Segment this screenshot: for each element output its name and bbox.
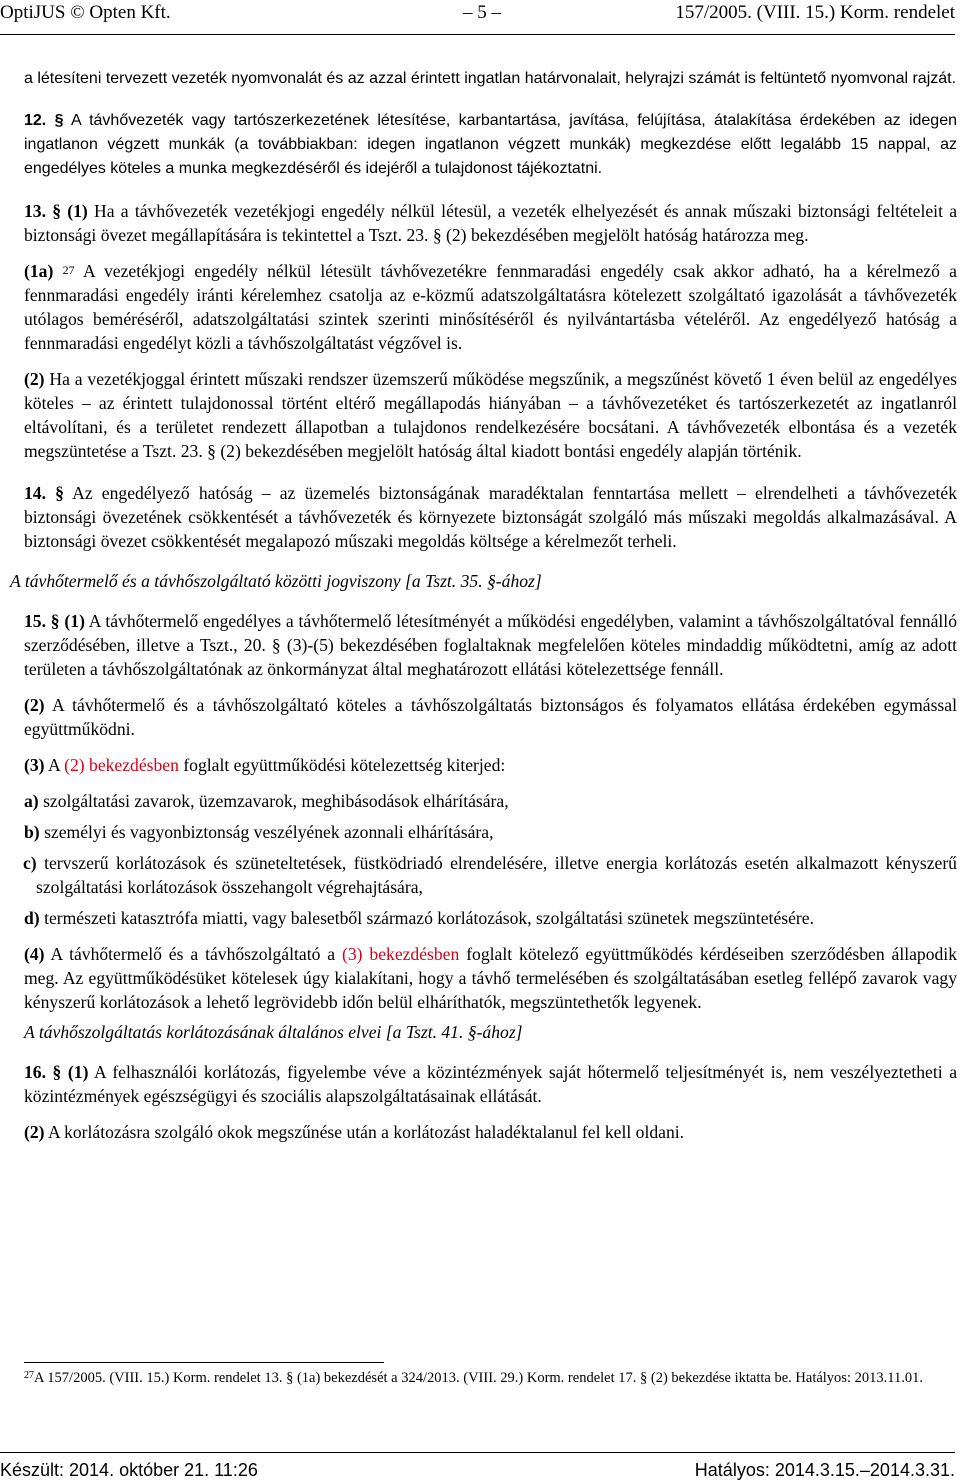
paragraph-text: A <box>47 755 60 775</box>
page-number: – 5 – <box>463 2 501 23</box>
paragraph-text: Ha a távhővezeték vezetékjogi engedély nélkül létesül, a vezeték elhelyezését és annak műszaki biztonsági feltételeit a biztonsági övezet megállapítására is tekintettel a Tszt. 23. § (2) bekezdésében megjelölt hatóság határozza meg. <box>24 201 958 245</box>
section-15-para-3 <box>0 753 957 777</box>
list-item-text: természeti katasztrófa miatti, vagy balesetből származó korlátozások, szolgáltatási szünetek megszüntetésére. <box>44 908 814 928</box>
subheading-producer-provider: A távhőtermelő és a távhőszolgáltató közötti jogviszony [a Tszt. 35. §-ához] <box>10 571 542 591</box>
footnote-text: A 157/2005. (VIII. 15.) Korm. rendelet 13. § (1a) bekezdését a 324/2013. (VIII. 29.) Korm. rendelet 17. § (2) bekezdése iktatta be. Hatályos: 2013.11.01. <box>34 1370 923 1386</box>
section-12 <box>0 109 957 181</box>
section-15-para-2 <box>0 693 957 741</box>
section-text: Az engedélyező hatóság – az üzemelés biztonságának maradéktalan fenntartása mellett – elrendelheti a távhővezeték biztonsági övezetének csökkentését a távhővezeték és környezete biztonságát szolgáló más műszaki megoldás alkalmazásával. A biztonsági övezet csökkentését megalapozó műszaki megoldás költsége a kérelmezőt terheli. <box>24 483 958 551</box>
section-number: 14. § <box>24 483 64 503</box>
section-15-para-1 <box>0 609 957 681</box>
footnote-27 <box>0 1368 957 1389</box>
list-item-text: tervszerű korlátozások és szüneteltetések, füstködriadó elrendelésére, illetve energia korlátozás esetén alkalmazott kényszerű szolgáltatási korlátozások összehangolt végrehajtására, <box>36 853 957 897</box>
list-item-b <box>0 820 957 844</box>
list-item-label: b) <box>24 822 40 842</box>
list-item-d <box>0 906 957 930</box>
paragraph-text: Ha a vezetékjoggal érintett műszaki rendszer üzemszerű működése megszűnik, a megszűnést követő 1 éven belül az engedélyes köteles – az érintett tulajdonossal történt eltérő megállapodás hiányában – a távhővezetéket és tartószerkezetét az ingatlanról eltávolítani, és a területet rendezett állapotban a tulajdonos rendelkezésére bocsátani. A távhővezeték elbontása és a vezeték megszüntetése a Tszt. 23. § (2) bekezdésében megjelölt hatóság által kiadott bontási engedély alapján történik. <box>24 369 957 461</box>
page-header <box>0 2 955 26</box>
section-text: A távhővezeték vagy tartószerkezetének létesítése, karbantartása, javítása, felújítása, átalakítása érdekében az idegen ingatlanon végzett munkák (a továbbiakban: idegen ingatlanon végzett munkák) megkezdése előtt legalább 15 nappal, az engedélyes köteles a munka megkezdéséről és idejéről a tulajdonost tájékoztatni. <box>24 112 958 177</box>
paragraph-text: A távhőtermelő és a távhőszolgáltató a <box>50 944 336 964</box>
section-number: 16. § <box>24 1062 62 1082</box>
footer-divider <box>0 1452 955 1453</box>
publisher-label: OptiJUS © Opten Kft. <box>0 2 171 23</box>
paragraph-text: A távhőtermelő és a távhőszolgáltató köteles a távhőszolgáltatás biztonságos és folyamatos ellátása érdekében egymással együttműködni. <box>24 695 957 739</box>
section-14 <box>0 481 957 553</box>
footnote-reference[interactable]: 27 <box>62 263 75 277</box>
section-15-para-4 <box>0 942 957 1014</box>
list-item-label: d) <box>24 908 40 928</box>
cross-reference-link[interactable]: (2) bekezdésben <box>64 755 179 775</box>
paragraph-label: (1) <box>67 201 88 221</box>
section-13-para-2 <box>0 367 957 463</box>
section-16-para-2 <box>0 1120 957 1144</box>
section-16-para-1 <box>0 1060 957 1108</box>
list-item-a <box>0 789 957 813</box>
created-timestamp: Készült: 2014. október 21. 11:26 <box>0 1460 258 1480</box>
paragraph-label: (2) <box>24 695 45 715</box>
paragraph-text: foglalt együttműködési kötelezettség kiterjed: <box>183 755 506 775</box>
list-item-text: szolgáltatási zavarok, üzemzavarok, meghibásodások elhárítására, <box>43 791 509 811</box>
section-13-para-1a <box>0 259 957 355</box>
header-divider <box>0 34 955 35</box>
section-number: 15. § <box>24 611 60 631</box>
paragraph-label: (1) <box>64 611 85 631</box>
section-13-para-1 <box>0 199 957 247</box>
list-item-label: a) <box>24 791 39 811</box>
paragraph-label: (2) <box>24 369 45 389</box>
list-item-label: c) <box>23 853 37 873</box>
list-item-text: személyi és vagyonbiztonság veszélyének azonnali elhárítására, <box>44 822 494 842</box>
paragraph-11-tail: a létesíteni tervezett vezeték nyomvonalát és az azzal érintett ingatlan határvonalait, helyrajzi számát is feltüntető nyomvonal rajzát. <box>24 70 957 87</box>
paragraph-label: (3) <box>24 755 45 775</box>
list-item-c <box>0 851 957 899</box>
page-footer <box>0 1460 955 1484</box>
subheading-restriction-principles: A távhőszolgáltatás korlátozásának általános elvei [a Tszt. 41. §-ához] <box>24 1022 523 1042</box>
regulation-title: 157/2005. (VIII. 15.) Korm. rendelet <box>675 2 955 23</box>
footnote-number: 27 <box>24 1370 34 1381</box>
paragraph-label: (1a) <box>24 261 54 281</box>
document-body <box>0 67 957 1144</box>
effective-period: Hatályos: 2014.3.15.–2014.3.31. <box>694 1460 955 1480</box>
footnote-divider <box>24 1362 384 1363</box>
paragraph-text: foglalt kötelező együttműködés kérdéseiben szerződésben állapodik meg. Az együttműködésüket kötelesek úgy kialakítani, hogy a távhő termelésében és szolgáltatásában esetleg fellépő zavarok vagy kényszerű korlátozások a lehető legrövidebb időn belül elháríthatók, megszüntethetők legyenek. <box>24 944 957 1012</box>
cross-reference-link[interactable]: (3) bekezdésben <box>342 944 460 964</box>
section-number: 13. § <box>24 201 62 221</box>
paragraph-label: (4) <box>24 944 45 964</box>
paragraph-label: (1) <box>67 1062 89 1082</box>
paragraph-label: (2) <box>24 1122 45 1142</box>
paragraph-text: A távhőtermelő engedélyes a távhőtermelő létesítményét a működési engedélyben, valamint a távhőszolgáltatóval fennálló szerződésében, illetve a Tszt., 20. § (3)-(5) bekezdésében foglaltaknak megfelelően köteles mindaddig működtetni, amíg az adott területen a távhőszolgáltatónak az önkormányzat által meghatározott ellátási kötelezettsége fennáll. <box>24 611 957 679</box>
paragraph-text: A vezetékjogi engedély nélkül létesült távhővezetékre fennmaradási engedély csak akkor adható, ha a kérelmező a fennmaradási engedély iránti kérelemhez csatolja az e-közmű adatszolgáltatásra kötelezett szolgáltató igazolását a távhővezeték utólagos beméréséről, adatszolgáltatási szintek szerinti minősítéséről és nyilvántartásba vételéről. Az engedélyező hatóság a fennmaradási engedélyt közli a távhőszolgáltatást végzővel is. <box>24 261 957 353</box>
paragraph-text: A korlátozásra szolgáló okok megszűnése után a korlátozást haladéktalanul fel kell oldani. <box>47 1122 685 1142</box>
section-number: 12. § <box>24 112 64 129</box>
paragraph-text: A felhasználói korlátozás, figyelembe véve a közintézmények saját hőtermelő teljesítményét is, nem veszélyeztetheti a közintézmények egészségügyi és szociális alapszolgáltatásainak ellátását. <box>24 1062 957 1106</box>
